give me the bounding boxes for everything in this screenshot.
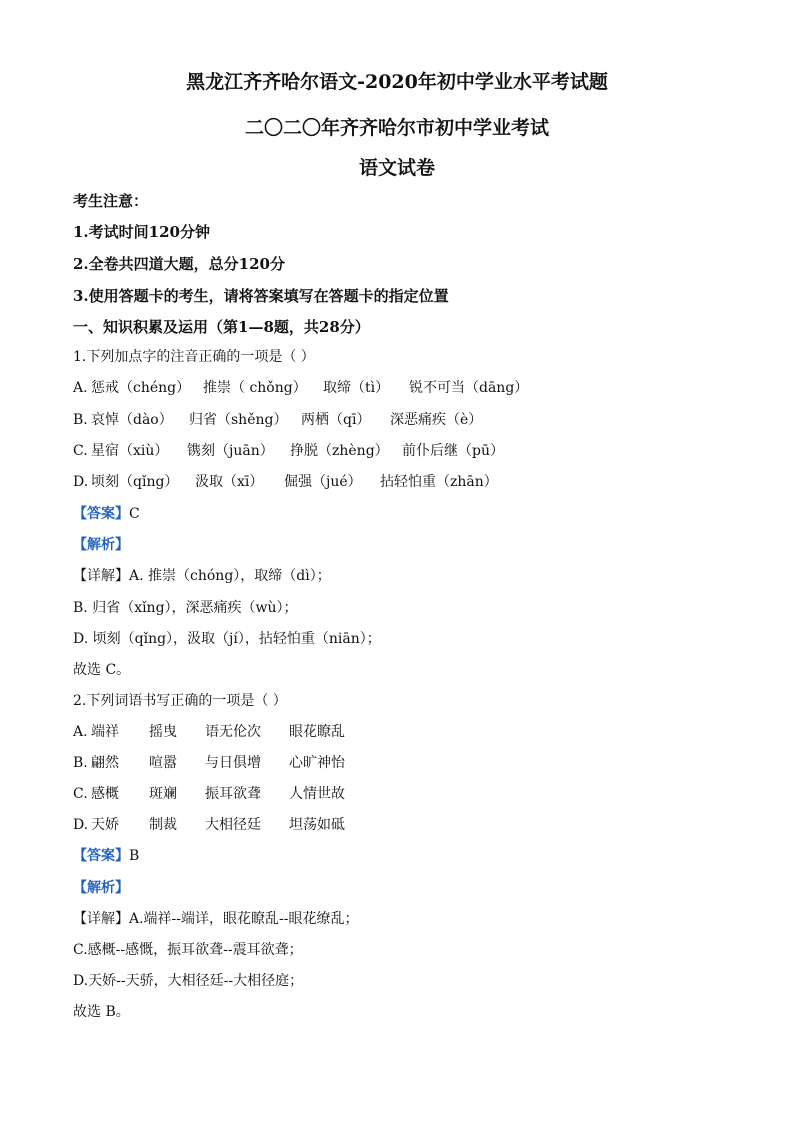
option-item: 大相径廷 [205,817,261,833]
option-row [73,722,733,742]
option-label: D. [73,474,89,490]
question-stem: 1.下列加点字的注音正确的一项是（ ） [73,349,315,365]
option-item: 哀悼（dào） [91,412,173,428]
option-row [73,410,733,430]
detail-tag: 【详解】 [73,568,129,584]
option-row [73,378,733,398]
option-item: 惩戒（chéng） [91,380,191,396]
option-item: 推崇（ chǒng） [203,380,307,396]
option-item: 振耳欲聋 [205,786,261,802]
option-row [73,472,733,492]
option-item: 前仆后继（pū） [402,443,504,459]
option-item: 喧嚣 [149,755,177,771]
option-item: 坦荡如砥 [289,817,345,833]
option-label: C. [73,786,88,802]
answer-line [73,504,140,524]
answer-value: C [129,506,140,522]
analysis-tag: 【解析】 [73,537,129,553]
analysis-tag: 【解析】 [73,880,129,896]
answer-tag: 【答案】 [73,848,129,864]
section-heading: 一、知识积累及运用（第1—8题，共28分） [73,318,370,336]
answer-tag: 【答案】 [73,506,129,522]
option-label: A. [73,380,88,396]
answer-value: B [129,848,140,864]
document-title: 黑龙江齐齐哈尔语文-2020年初中学业水平考试题 [186,71,608,93]
option-item: 倔强（jué） [284,474,362,490]
option-item: 锐不可当（dāng） [409,380,529,396]
option-item: 深恶痛疾（è） [390,412,483,428]
option-row [73,441,733,461]
answer-line [73,846,139,866]
option-item: 汲取（xī） [195,474,264,490]
detail-line: 故选 B。 [73,1004,130,1020]
notice-item: 3.使用答题卡的考生，请将答案填写在答题卡的指定位置 [73,287,449,305]
option-item: 取缔（tì） [323,380,390,396]
option-row [73,815,733,835]
detail-line: C.感概--感慨，振耳欲聋--震耳欲聋； [73,942,303,958]
option-item: 天娇 [91,817,119,833]
option-item: 眼花瞭乱 [289,724,345,740]
option-item: 星宿（xiù） [91,443,169,459]
detail-text: A. 推崇（chóng），取缔（dì）； [129,568,331,584]
exam-title: 二〇二〇年齐齐哈尔市初中学业考试 [244,117,549,139]
option-item: 摇曳 [149,724,177,740]
detail-line: B. 归省（xǐng），深恶痛疾（wù）； [73,600,298,616]
analysis-line [73,878,129,898]
notice-item: 1.考试时间120分钟 [73,223,210,241]
option-label: A. [73,724,88,740]
option-item: 与日俱增 [205,755,261,771]
notice-heading: 考生注意： [73,192,149,210]
analysis-line [73,535,129,555]
option-item: 两栖（qī） [301,412,371,428]
detail-line: 故选 C。 [73,662,131,678]
detail-line [73,566,331,586]
detail-line: D.天娇--天骄，大相径廷--大相径庭； [73,973,304,989]
option-item: 心旷神怡 [289,755,345,771]
option-label: B. [73,755,88,771]
question-stem: 2.下列词语书写正确的一项是（ ） [73,693,287,709]
option-item: 斑斓 [149,786,177,802]
option-item: 顷刻（qǐng） [91,474,179,490]
option-item: 语无伦次 [205,724,261,740]
option-row [73,753,733,773]
detail-tag: 【详解】 [73,911,129,927]
option-item: 端祥 [91,724,119,740]
paper-title: 语文试卷 [358,157,435,179]
option-item: 人情世故 [289,786,345,802]
option-item: 拈轻怕重（zhān） [380,474,498,490]
option-label: C. [73,443,88,459]
option-item: 感概 [91,786,119,802]
option-item: 归省（shěng） [189,412,288,428]
detail-line [73,909,358,929]
notice-item: 2.全卷共四道大题，总分120分 [73,255,285,273]
option-label: D. [73,817,89,833]
detail-line: D. 顷刻（qǐng），汲取（jí），拈轻怕重（niān）； [73,631,381,647]
option-item: 镌刻（juān） [187,443,274,459]
option-item: 翩然 [91,755,119,771]
detail-text: A.端祥--端详，眼花瞭乱--眼花缭乱； [129,911,359,927]
option-item: 制裁 [149,817,177,833]
option-label: B. [73,412,88,428]
option-item: 挣脱（zhèng） [290,443,389,459]
option-row [73,784,733,804]
